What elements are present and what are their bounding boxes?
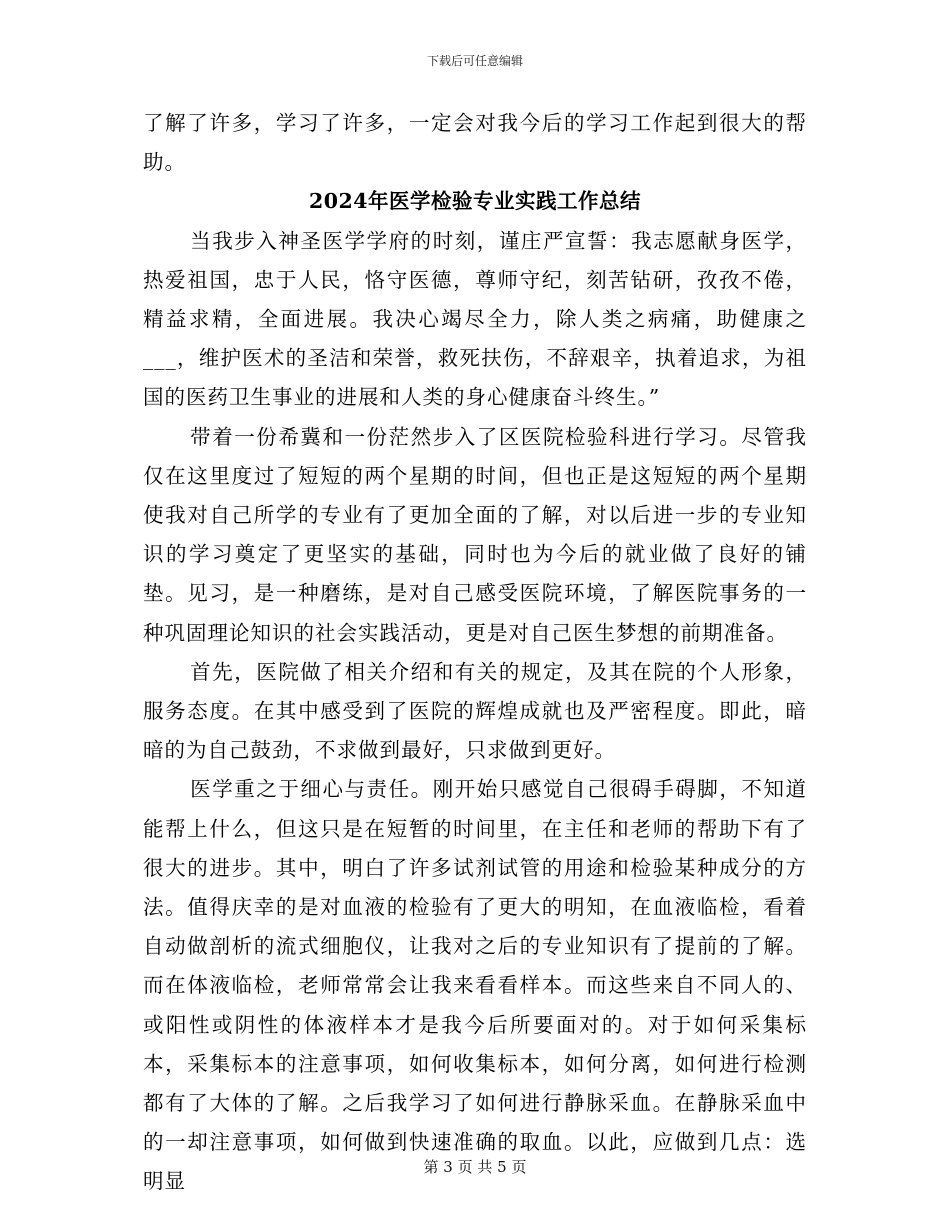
paragraph-responsibility: 医学重之于细心与责任。刚开始只感觉自己很碍手碍脚，不知道能帮上什么，但这只是在短暂的时间里，在主任和老师的帮助下有了很大的进步。其中，明白了许多试剂试管的用途和检验某种成分的方法。值得庆幸的是对血液的检验有了更大的明知，在血液临检，看着自动做剖析的流式细胞仪，让我对之后的专业知识有了提前的了解。而在体液临检，老师常常会让我来看看样本。而这些来自不同人的、或阳性或阴性的体液样本才是我今后所要面对的。对于如何采集标本，采集标本的注意事项，如何收集标本，如何分离，如何进行检测都有了大体的了解。之后我学习了如何进行静脉采血。在静脉采血中的一却注意事项，如何做到快速准确的取血。以此，应做到几点：选明显 <box>143 777 807 1194</box>
paragraph-oath: 当我步入神圣医学学府的时刻，谨庄严宣誓：我志愿献身医学，热爱祖国，忠于人民，恪守医德，尊师守纪，刻苦钻研，孜孜不倦，精益求精，全面进展。我决心竭尽全力，除人类之病痛，助健康之___，维护医术的圣洁和荣誉，救死扶伤，不辞艰辛，执着追求，为祖国的医药卫生事业的进展和人类的身心健康奋斗终生。” <box>143 228 807 410</box>
page-footer: 第 3 页 共 5 页 <box>423 1158 527 1176</box>
paragraph-introduction: 首先，医院做了相关介绍和有关的规定，及其在院的个人形象，服务态度。在其中感受到了医院的辉煌成就也及严密程度。即此，暗暗的为自己鼓劲，不求做到最好，只求做到更好。 <box>143 659 807 763</box>
continuation-paragraph: 了解了许多，学习了许多，一定会对我今后的学习工作起到很大的帮助。 <box>143 111 807 175</box>
document-body <box>143 104 807 1202</box>
document-title: 2024年医学检验专业实践工作总结 <box>308 189 642 214</box>
page-header: 下载后可任意编辑 <box>426 54 523 68</box>
paragraph-internship: 带着一份希冀和一份茫然步入了区医院检验科进行学习。尽管我仅在这里度过了短短的两个星期的时间，但也正是这短短的两个星期使我对自己所学的专业有了更加全面的了解，对以后进一步的专业知识的学习奠定了更坚实的基础，同时也为今后的就业做了良好的铺垫。见习，是一种磨练，是对自己感受医院环境，了解医院事务的一种巩固理论知识的社会实践活动，更是对自己医生梦想的前期准备。 <box>143 424 807 645</box>
